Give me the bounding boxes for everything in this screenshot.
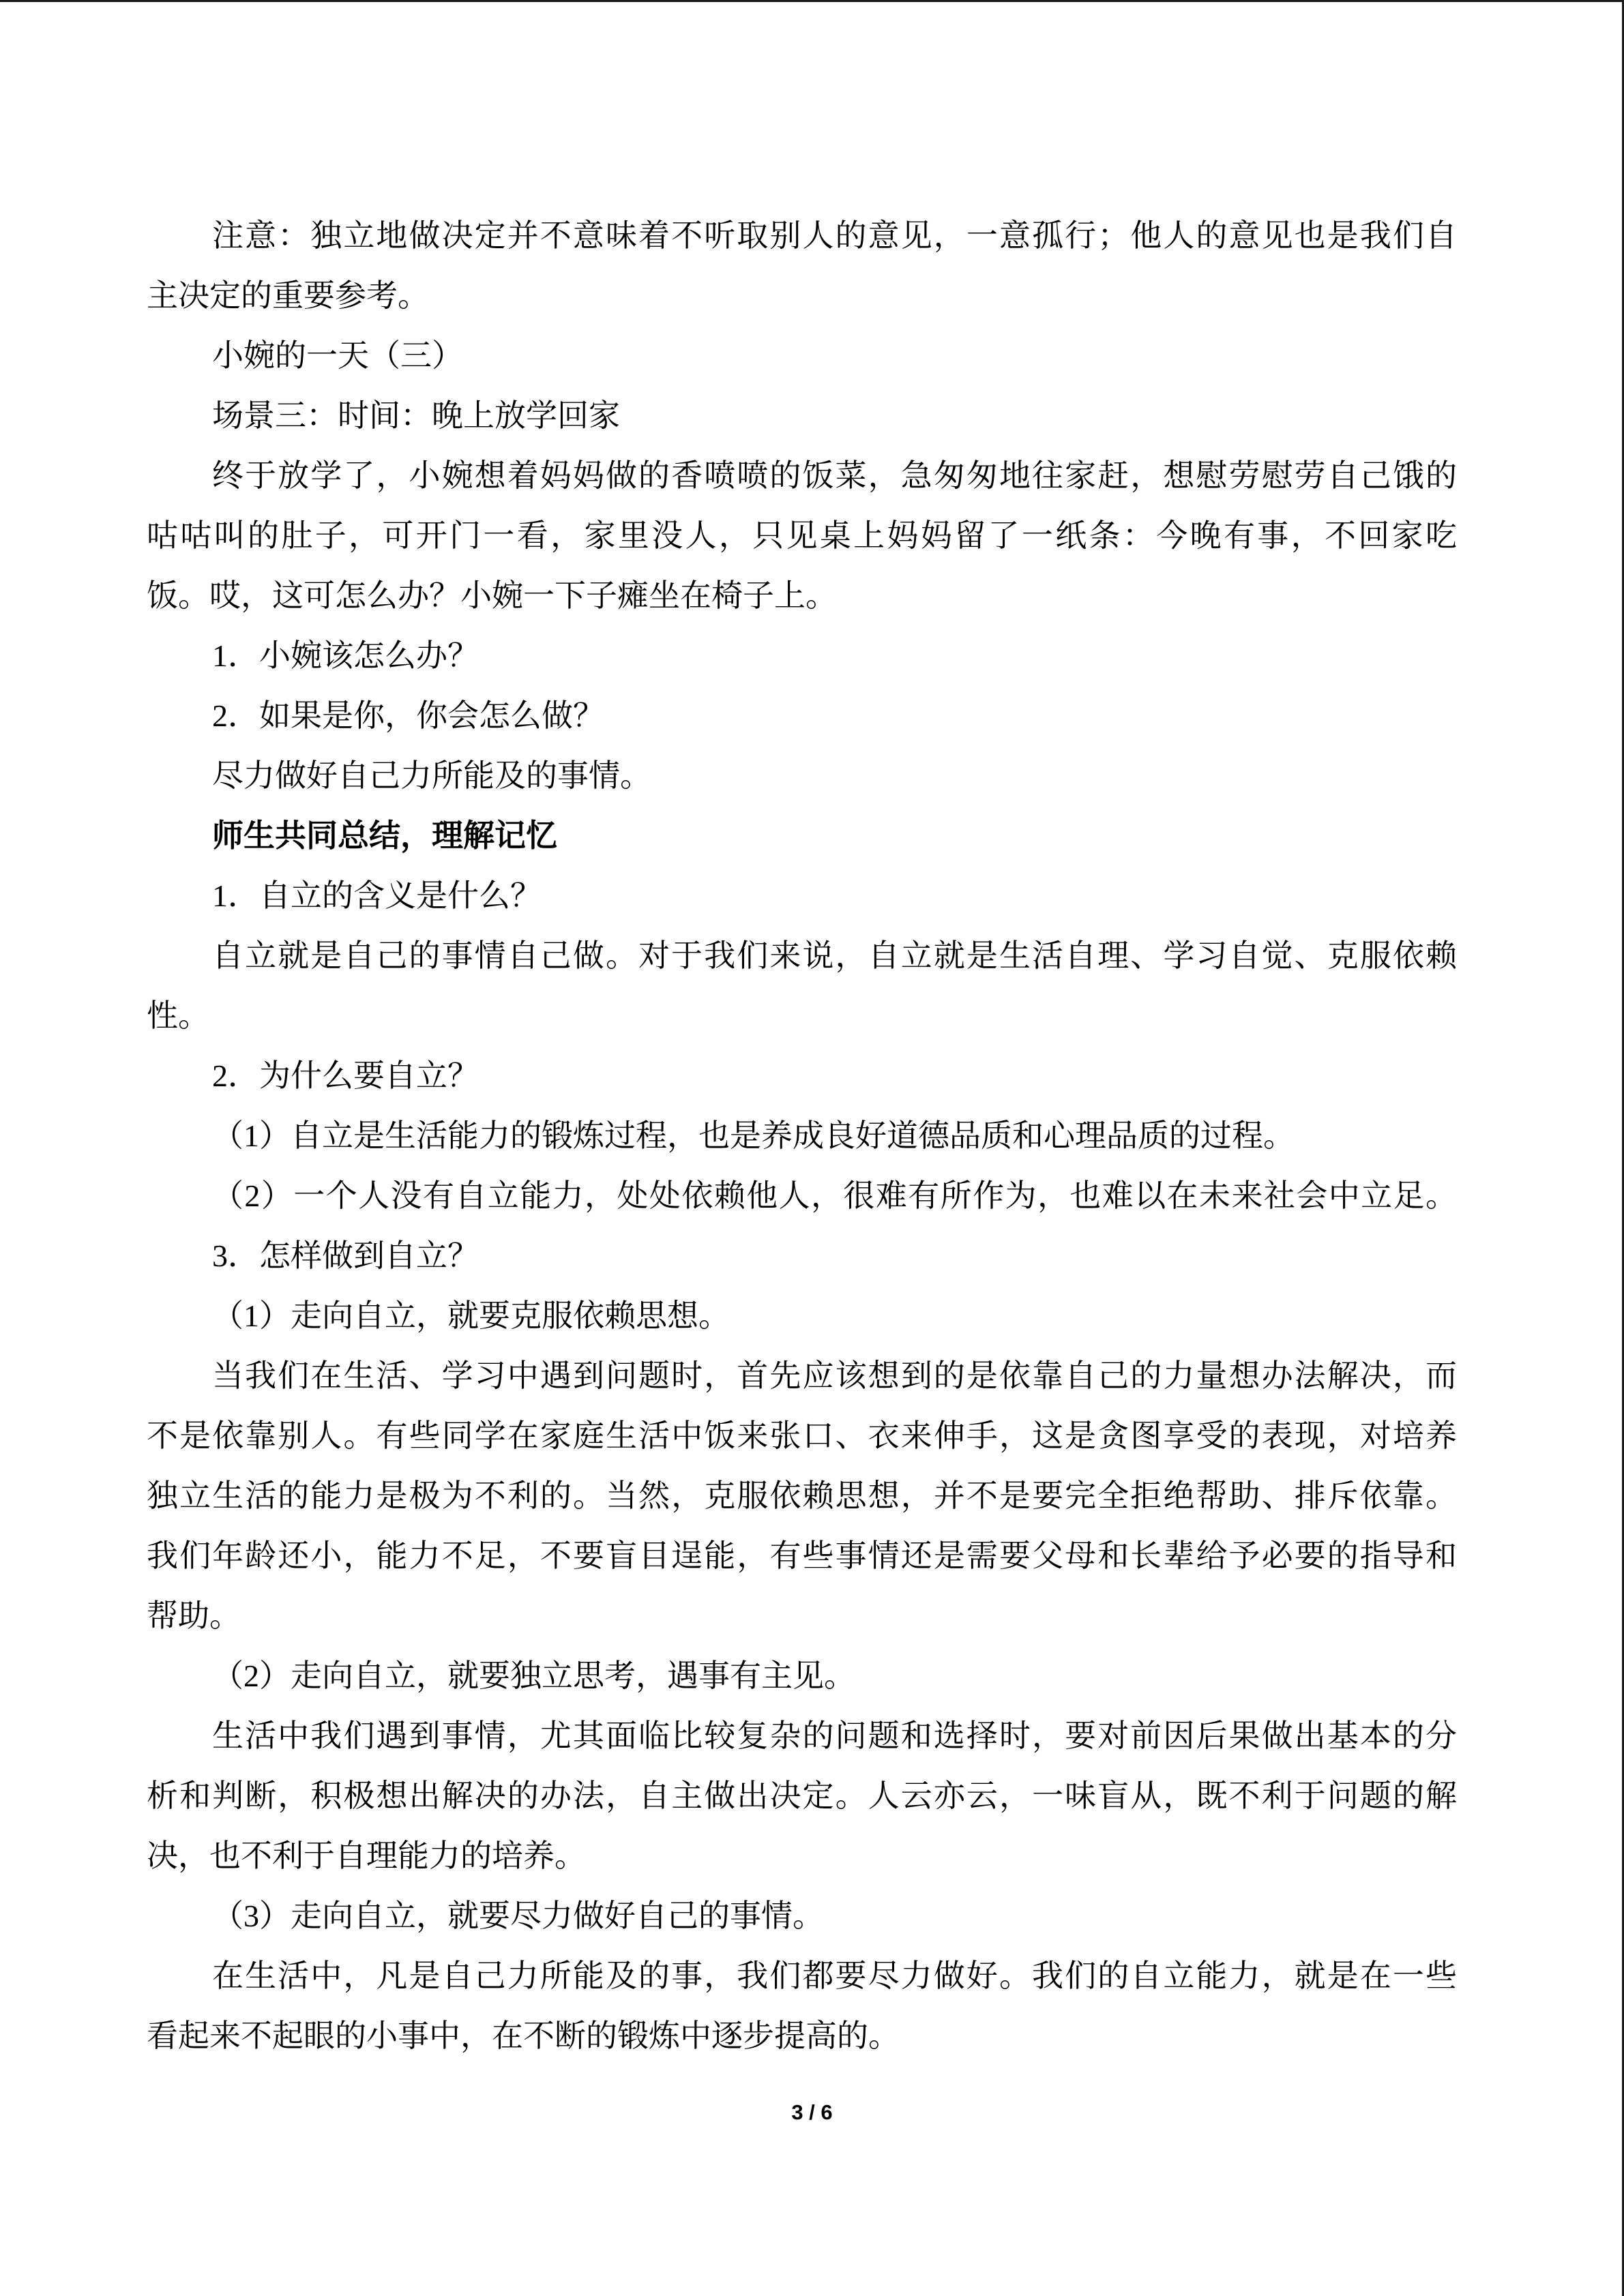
paragraph-line: 性。: [147, 998, 209, 1033]
paragraph-line: 尽力做好自己力所能及的事情。: [212, 758, 651, 793]
paragraph-line: 终于放学了，小婉想着妈妈做的香喷喷的饭菜，急匆匆地往家赶，想慰劳慰劳自己饿的: [212, 458, 1457, 493]
summary-question-2: [147, 1046, 1457, 1106]
paragraph-line: 不是依靠别人。有些同学在家庭生活中饭来张口、衣来伸手，这是贪图享受的表现，对培养: [147, 1418, 1457, 1453]
summary-point-3-3-heading: [147, 1886, 1457, 1946]
page-border-top: [0, 0, 1624, 2]
paragraph-line: 主决定的重要参考。: [147, 278, 429, 313]
note-paragraph: [147, 206, 1457, 326]
summary-point-3-3-body: [147, 1946, 1457, 2066]
paragraph-line: 自立就是自己的事情自己做。对于我们来说，自立就是生活自理、学习自觉、克服依赖: [212, 938, 1457, 973]
paragraph-line: 咕咕叫的肚子，可开门一看，家里没人，只见桌上妈妈留了一纸条：今晚有事，不回家吃: [147, 518, 1457, 553]
paragraph-line: 1．自立的含义是什么？: [212, 878, 542, 913]
paragraph-line: 小婉的一天（三）: [212, 338, 463, 373]
summary-question-1: [147, 866, 1457, 926]
paragraph-line: （2）一个人没有自立能力，处处依赖他人，很难有所作为，也难以在未来社会中立足。: [212, 1178, 1457, 1213]
summary-point-3-1-heading: [147, 1286, 1457, 1346]
paragraph-line: 看起来不起眼的小事中，在不断的锻炼中逐步提高的。: [147, 2018, 900, 2053]
paragraph-line: 帮助。: [147, 1598, 241, 1633]
story-paragraph: [147, 446, 1457, 626]
paragraph-line: 3．怎样做到自立？: [212, 1238, 479, 1273]
paragraph-line: 独立生活的能力是极为不利的。当然，克服依赖思想，并不是要完全拒绝帮助、排斥依靠。: [147, 1478, 1457, 1513]
paragraph-line: 析和判断，积极想出解决的办法，自主做出决定。人云亦云，一味盲从，既不利于问题的解: [147, 1778, 1457, 1813]
scene-heading: [147, 386, 1457, 446]
summary-answer-1: [147, 926, 1457, 1046]
paragraph-line: 注意：独立地做决定并不意味着不听取别人的意见，一意孤行；他人的意见也是我们自: [212, 218, 1457, 253]
paragraph-line: 1．小婉该怎么办？: [212, 638, 479, 673]
paragraph-line: （1）走向自立，就要克服依赖思想。: [212, 1298, 730, 1333]
summary-question-3: [147, 1226, 1457, 1286]
answer-paragraph: [147, 746, 1457, 806]
summary-point-2-2: [147, 1166, 1457, 1226]
paragraph-line: 生活中我们遇到事情，尤其面临比较复杂的问题和选择时，要对前因后果做出基本的分: [212, 1718, 1457, 1753]
question-1: [147, 626, 1457, 686]
paragraph-line: 我们年龄还小，能力不足，不要盲目逞能，有些事情还是需要父母和长辈给予必要的指导和: [147, 1538, 1457, 1573]
paragraph-line: 饭。哎，这可怎么办？小婉一下子瘫坐在椅子上。: [147, 578, 837, 613]
paragraph-line: 2．为什么要自立？: [212, 1058, 479, 1093]
summary-heading: [147, 806, 1457, 866]
summary-point-3-2-heading: [147, 1646, 1457, 1706]
paragraph-line: （1）自立是生活能力的锻炼过程，也是养成良好道德品质和心理品质的过程。: [212, 1118, 1295, 1153]
summary-point-3-1-body: [147, 1346, 1457, 1646]
paragraph-line: 师生共同总结，理解记忆: [212, 818, 557, 853]
paragraph-line: 决，也不利于自理能力的培养。: [147, 1838, 586, 1873]
paragraph-line: （3）走向自立，就要尽力做好自己的事情。: [212, 1898, 824, 1933]
paragraph-line: 在生活中，凡是自己力所能及的事，我们都要尽力做好。我们的自立能力，就是在一些: [212, 1958, 1457, 1993]
story-title: [147, 326, 1457, 386]
paragraph-line: （2）走向自立，就要独立思考，遇事有主见。: [212, 1658, 855, 1693]
summary-point-2-1: [147, 1106, 1457, 1166]
paragraph-line: 当我们在生活、学习中遇到问题时，首先应该想到的是依靠自己的力量想办法解决，而: [212, 1358, 1457, 1393]
paragraph-line: 场景三：时间：晚上放学回家: [212, 398, 620, 433]
question-2: [147, 686, 1457, 746]
document-body: [147, 206, 1457, 2066]
page-number: 3 / 6: [791, 2100, 833, 2124]
paragraph-line: 2．如果是你，你会怎么做？: [212, 698, 604, 733]
summary-point-3-2-body: [147, 1706, 1457, 1886]
